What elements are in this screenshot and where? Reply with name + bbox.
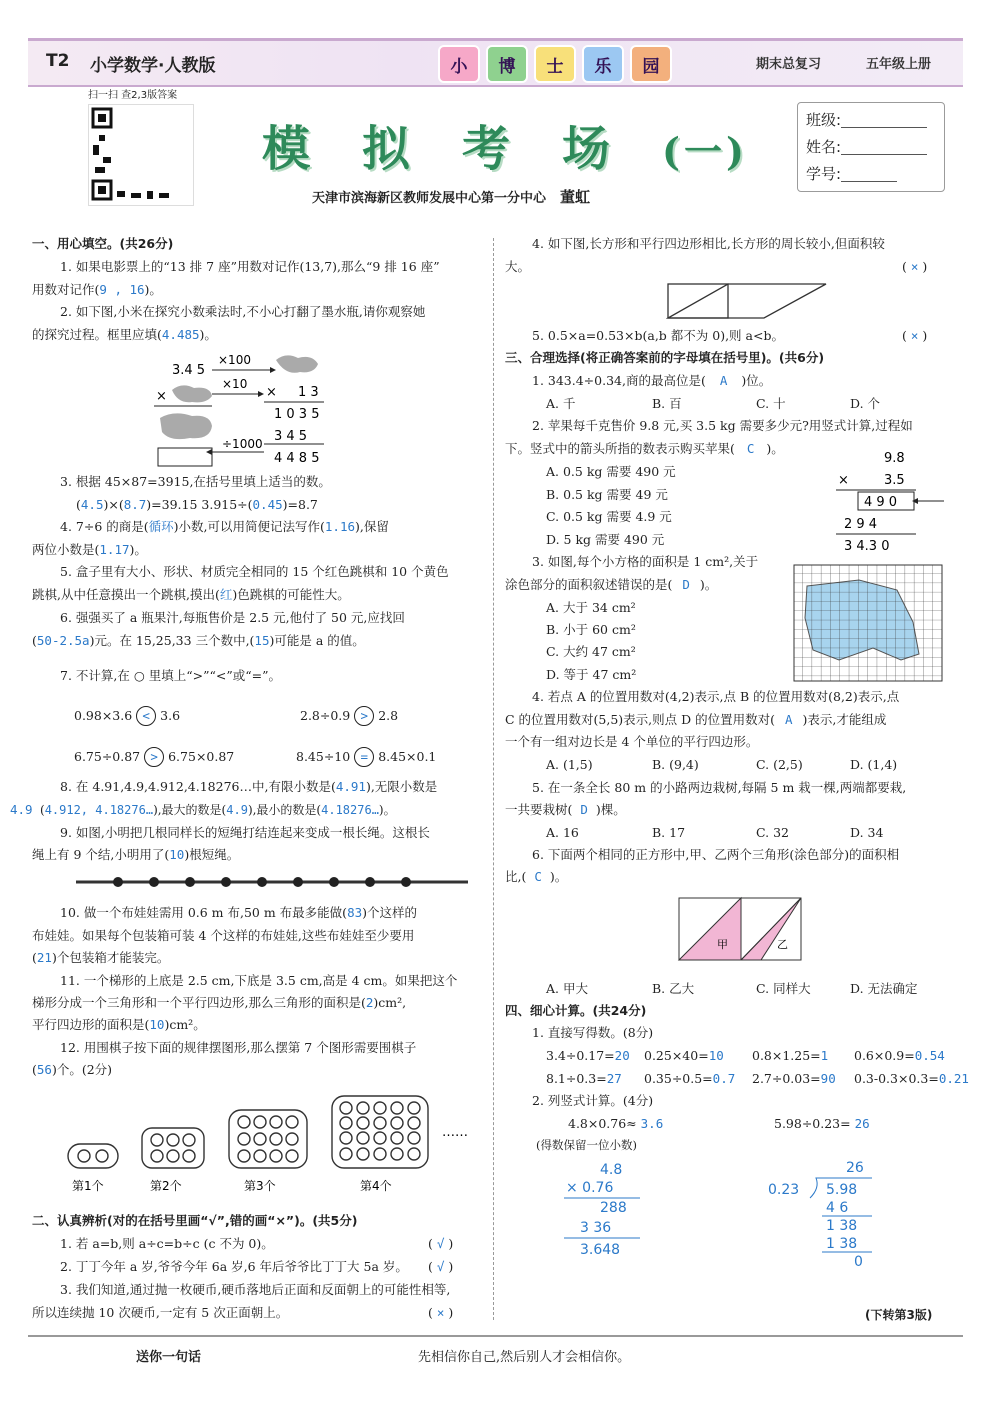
qr-code-icon: [88, 104, 194, 206]
k1-item: 0.35÷0.5=0.7: [644, 1071, 736, 1086]
option: A. 甲大: [546, 981, 588, 996]
j1-answer: ( √ ): [428, 1236, 454, 1251]
exam-title: 模拟考场(一): [262, 121, 748, 177]
svg-text:3.648: 3.648: [580, 1242, 621, 1258]
option: D. 34: [850, 825, 884, 840]
j2-text: 2. 丁丁今年 a 岁,爷爷今年 6a 岁,6 年后爷爷比丁丁大 5a 岁。: [60, 1259, 408, 1274]
id-field[interactable]: [841, 167, 897, 182]
page-code: T2: [46, 51, 70, 71]
svg-text:1 0 3 5: 1 0 3 5: [274, 407, 320, 422]
c1-line: 1. 343.4÷0.34,商的最高位是( A )位。: [532, 373, 772, 388]
q9-text: 9. 如图,小明把几根同样长的短绳打结连起来变成一根长绳。这根长: [60, 825, 430, 840]
svg-text:1 38: 1 38: [826, 1236, 858, 1252]
q7-text: 7. 不计算,在 ○ 里填上“>”“<”或“=”。: [60, 668, 281, 683]
svg-text:第4个: 第4个: [360, 1179, 392, 1193]
c6-line2: 比,( C )。: [505, 869, 568, 884]
q8-line2: (4.912, 4.18276…),最大的数是(4.9),最小的数是(4.18276…)。: [40, 803, 396, 817]
option: B. 乙大: [652, 981, 695, 996]
c5-text: 5. 在一条全长 80 m 的小路两边栽树,每隔 5 m 栽一棵,两端都要栽,: [532, 780, 907, 795]
option: D. 个: [850, 396, 881, 411]
svg-text:288: 288: [600, 1200, 627, 1216]
svg-text:1 3: 1 3: [298, 385, 319, 400]
option: D. 等于 47 cm²: [546, 667, 637, 682]
option: C. 0.5 kg 需要 4.9 元: [546, 509, 672, 524]
svg-text:0.23: 0.23: [768, 1182, 800, 1198]
k2-b: 5.98÷0.23= 26: [774, 1116, 870, 1131]
review-label: 期末总复习: [756, 57, 822, 72]
q11-line3: 平行四边形的面积是(10)cm²。: [32, 1017, 206, 1032]
brand-tile: 乐: [582, 45, 624, 83]
name-field[interactable]: [841, 140, 927, 155]
ink-blot-icon: [160, 413, 212, 439]
section-3-title: 三、合理选择(将正确答案前的字母填在括号里)。(共6分): [505, 350, 825, 365]
k1-item: 0.25×40=10: [644, 1048, 724, 1063]
q4-line: 4. 7÷6 的商是(循环)小数,可以用简便记法写作(1.16),保留: [60, 519, 389, 534]
svg-text:× 0.76: × 0.76: [566, 1180, 614, 1196]
footer-quote: 先相信你自己,然后别人才会相信你。: [418, 1350, 631, 1365]
section-4-title: 四、细心计算。(共24分): [505, 1003, 647, 1018]
q8-line1: 8. 在 4.91,4.9,4.912,4.18276…中,有限小数是(4.91),无限小数是: [60, 779, 438, 794]
svg-text:0: 0: [854, 1254, 863, 1270]
svg-text:第1个: 第1个: [72, 1179, 104, 1193]
option: C. (2,5): [756, 757, 803, 772]
c4-text3: 一个有一组对边长是 4 个单位的平行四边形。: [505, 734, 759, 749]
option: B. (9,4): [652, 757, 699, 772]
option: B. 小于 60 cm²: [546, 622, 636, 637]
q11-line2: 梯形分成一个三角形和一个平行四边形,那么三角形的面积是(2)cm²,: [32, 995, 407, 1010]
option: D. (1,4): [850, 757, 898, 772]
q2-figure: [148, 346, 328, 470]
k2-title: 2. 列竖式计算。(4分): [532, 1093, 654, 1108]
svg-text:3 4.3 0: 3 4.3 0: [844, 539, 890, 552]
answer-box: [158, 448, 212, 466]
svg-text:3.4 5: 3.4 5: [172, 363, 206, 378]
j1-text: 1. 若 a=b,则 a÷c=b÷c (c 不为 0)。: [60, 1236, 274, 1251]
c3-line2: 涂色部分的面积叙述错误的是( D )。: [505, 577, 718, 592]
page-footer: [28, 1335, 963, 1373]
q7-row1: 0.98×3.6 < 3.6: [74, 705, 180, 728]
brand-tile: 博: [486, 45, 528, 83]
c5-line2: 一共要栽树( D )棵。: [505, 802, 626, 817]
j5-answer: ( × ): [902, 328, 928, 343]
c3-text: 3. 如图,每个小方格的面积是 1 cm²,关于: [532, 554, 759, 569]
q10-line1: 10. 做一个布娃娃需用 0.6 m 布,50 m 布最多能做(83)个这样的: [60, 905, 418, 920]
k2-note: (得数保留一位小数): [536, 1138, 637, 1152]
j5-text: 5. 0.5×a=0.53×b(a,b 都不为 0),则 a<b。: [532, 328, 784, 343]
q10-line3: (21)个包装箱才能装完。: [32, 950, 170, 965]
k2-multiplication: [560, 1160, 650, 1266]
c6-text: 6. 下面两个相同的正方形中,甲、乙两个三角形(涂色部分)的面积相: [532, 847, 900, 862]
k2-a: 4.8×0.76≈ 3.6: [568, 1116, 664, 1131]
q10-text: 布娃娃。如果每个包装箱可装 4 个这样的布娃娃,这些布娃娃至少要用: [32, 928, 415, 943]
brand-tile: 小: [438, 45, 480, 83]
option: C. 大约 47 cm²: [546, 644, 636, 659]
svg-text:3.5: 3.5: [884, 473, 905, 488]
column-divider: [493, 238, 494, 1320]
q1-answer-line: 用数对记作(9 , 16)。: [32, 282, 162, 297]
id-label: 学号:: [806, 165, 842, 183]
student-info-box: [797, 102, 945, 192]
option: C. 同样大: [756, 981, 811, 996]
q3-answers: (4.5)×(8.7)=39.15 3.915÷(0.45)=8.7: [76, 497, 318, 512]
q6-text: 6. 强强买了 a 瓶果汁,每瓶售价是 2.5 元,他付了 50 元,应找回: [60, 610, 405, 625]
j3-text: 3. 我们知道,通过抛一枚硬币,硬币落地后正面和反面朝上的可能性相等,: [60, 1282, 451, 1297]
option: D. 无法确定: [850, 981, 918, 996]
svg-text:26: 26: [846, 1160, 864, 1176]
c4-line2: C 的位置用数对(5,5)表示,则点 D 的位置用数对( A )表示,才能组成: [505, 712, 887, 727]
svg-text:×: ×: [156, 389, 167, 404]
option: B. 17: [652, 825, 686, 840]
k1-item: 3.4÷0.17=20: [546, 1048, 630, 1063]
ink-blot-icon: [172, 385, 212, 402]
q11-text: 11. 一个梯形的上底是 2.5 cm,下底是 3.5 cm,高是 4 cm。如果把这个: [60, 973, 458, 988]
q2-answer-line: 的探究过程。框里应填(4.485)。: [32, 327, 217, 342]
page-header: [28, 38, 963, 87]
svg-text:1 38: 1 38: [826, 1218, 858, 1234]
svg-text:3 4 5: 3 4 5: [274, 429, 308, 444]
ink-blot-icon: [276, 355, 318, 372]
q12-line2: (56)个。(2分): [32, 1062, 113, 1077]
j4-text: 4. 如下图,长方形和平行四边形相比,长方形的周长较小,但面积较: [532, 236, 885, 251]
svg-text:9.8: 9.8: [884, 451, 905, 466]
continue-note: (下转第3版): [865, 1308, 933, 1322]
svg-text:……: ……: [442, 1125, 468, 1140]
q5-text: 5. 盒子里有大小、形状、材质完全相同的 15 个红色跳棋和 10 个黄色: [60, 564, 449, 579]
class-field[interactable]: [841, 113, 927, 128]
svg-text:甲: 甲: [717, 938, 728, 951]
answer: 4.485: [161, 327, 200, 342]
q7-row2b: 8.45÷10 = 8.45×0.1: [296, 746, 436, 769]
q4-line2: 两位小数是(1.17)。: [32, 542, 147, 557]
j4-text2: 大。: [505, 259, 531, 274]
svg-text:4 9 0: 4 9 0: [864, 495, 898, 510]
svg-text:×100: ×100: [218, 353, 251, 367]
c2-line2: 下。竖式中的箭头所指的数表示购买苹果( C )。: [505, 441, 784, 456]
svg-text:4 6: 4 6: [826, 1200, 849, 1216]
option: C. 十: [756, 396, 786, 411]
q9-line2: 绳上有 9 个结,小明用了(10)根短绳。: [32, 847, 240, 862]
q3-text: 3. 根据 45×87=3915,在括号里填上适当的数。: [60, 474, 331, 489]
brand-tile: 园: [630, 45, 672, 83]
c2-vertical-calc: [832, 446, 952, 552]
k2-division: [764, 1158, 884, 1270]
scan-label: 扫一扫 查2,3版答案: [88, 90, 178, 101]
option: B. 百: [652, 396, 682, 411]
svg-text:5.98: 5.98: [826, 1182, 858, 1198]
c2-text: 2. 苹果每千克售价 9.8 元,买 3.5 kg 需要多少元?用竖式计算,过程如: [532, 418, 913, 433]
svg-text:乙: 乙: [777, 938, 788, 951]
brand-tile: 士: [534, 45, 576, 83]
k1-item: 0.6×0.9=0.54: [854, 1048, 945, 1063]
option: A. 大于 34 cm²: [546, 600, 636, 615]
section-1-title: 一、用心填空。(共26分): [32, 236, 174, 251]
k1-item: 8.1÷0.3=27: [546, 1071, 622, 1086]
svg-text:×: ×: [838, 473, 849, 488]
author-line: 天津市滨海新区教师发展中心第一分中心 董虹: [312, 188, 591, 206]
c6-squares-figure: [677, 896, 803, 962]
option: C. 32: [756, 825, 789, 840]
brand-tiles: [438, 45, 672, 83]
option: A. 千: [546, 396, 576, 411]
class-label: 班级:: [806, 111, 842, 129]
grade-label: 五年级上册: [866, 57, 932, 72]
k1-item: 0.3-0.3×0.3=0.21: [854, 1071, 969, 1086]
name-label: 姓名:: [806, 138, 842, 156]
q7-row1b: 2.8÷0.9 > 2.8: [300, 705, 398, 728]
footer-label: 送你一句话: [136, 1350, 202, 1365]
j3-answer: ( × ): [428, 1305, 454, 1320]
section-2-title: 二、认真辨析(对的在括号里画“√”,错的画“×”)。(共5分): [32, 1213, 358, 1228]
c3-grid-figure: [793, 564, 943, 682]
j3-text2: 所以连续抛 10 次硬币,一定有 5 次正面朝上。: [32, 1305, 289, 1320]
k1-item: 2.7÷0.03=90: [752, 1071, 836, 1086]
rect-parallelogram-figure: [666, 282, 830, 322]
q5-line2: 跳棋,从中任意摸出一个跳棋,摸出(红)色跳棋的可能性大。: [32, 587, 350, 602]
svg-text:2 9 4: 2 9 4: [844, 517, 878, 532]
book-title: 小学数学·人教版: [90, 56, 216, 76]
option: D. 5 kg 需要 490 元: [546, 532, 665, 547]
svg-text:÷1000: ÷1000: [222, 437, 263, 451]
svg-text:3 36: 3 36: [580, 1220, 612, 1236]
j4-answer: ( × ): [902, 259, 928, 274]
c4-text: 4. 若点 A 的位置用数对(4,2)表示,点 B 的位置用数对(8,2)表示,点: [532, 689, 900, 704]
q2-text: 2. 如下图,小米在探究小数乘法时,不小心打翻了墨水瓶,请你观察她: [60, 304, 426, 319]
k1-title: 1. 直接写得数。(8分): [532, 1025, 654, 1040]
option: A. 0.5 kg 需要 490 元: [546, 464, 676, 479]
svg-text:×10: ×10: [222, 377, 248, 391]
q6-line2: (50-2.5a)元。在 15,25,33 三个数中,(15)可能是 a 的值。: [32, 633, 365, 648]
svg-text:4.8: 4.8: [600, 1162, 623, 1178]
svg-text:第2个: 第2个: [150, 1179, 182, 1193]
qr-block: [88, 86, 238, 206]
q12-text: 12. 用围棋子按下面的规律摆图形,那么摆第 7 个图形需要围棋子: [60, 1040, 417, 1055]
svg-text:4 4 8 5: 4 4 8 5: [274, 451, 320, 466]
q1-text: 1. 如果电影票上的“13 排 7 座”用数对记作(13,7),那么“9 排 16 座”: [60, 259, 440, 274]
margin-note: 4.9: [10, 802, 33, 817]
answer: 9 , 16: [99, 282, 145, 297]
svg-text:第3个: 第3个: [244, 1179, 276, 1193]
q12-figure: [62, 1092, 482, 1200]
option: A. 16: [546, 825, 579, 840]
svg-text:×: ×: [266, 385, 277, 400]
j2-answer: ( √ ): [428, 1259, 454, 1274]
k1-item: 0.8×1.25=1: [752, 1048, 829, 1063]
option: B. 0.5 kg 需要 49 元: [546, 487, 668, 502]
q7-row2: 6.75÷0.87 > 6.75×0.87: [74, 746, 234, 769]
option: A. (1,5): [546, 757, 593, 772]
rope-figure: [74, 872, 470, 892]
